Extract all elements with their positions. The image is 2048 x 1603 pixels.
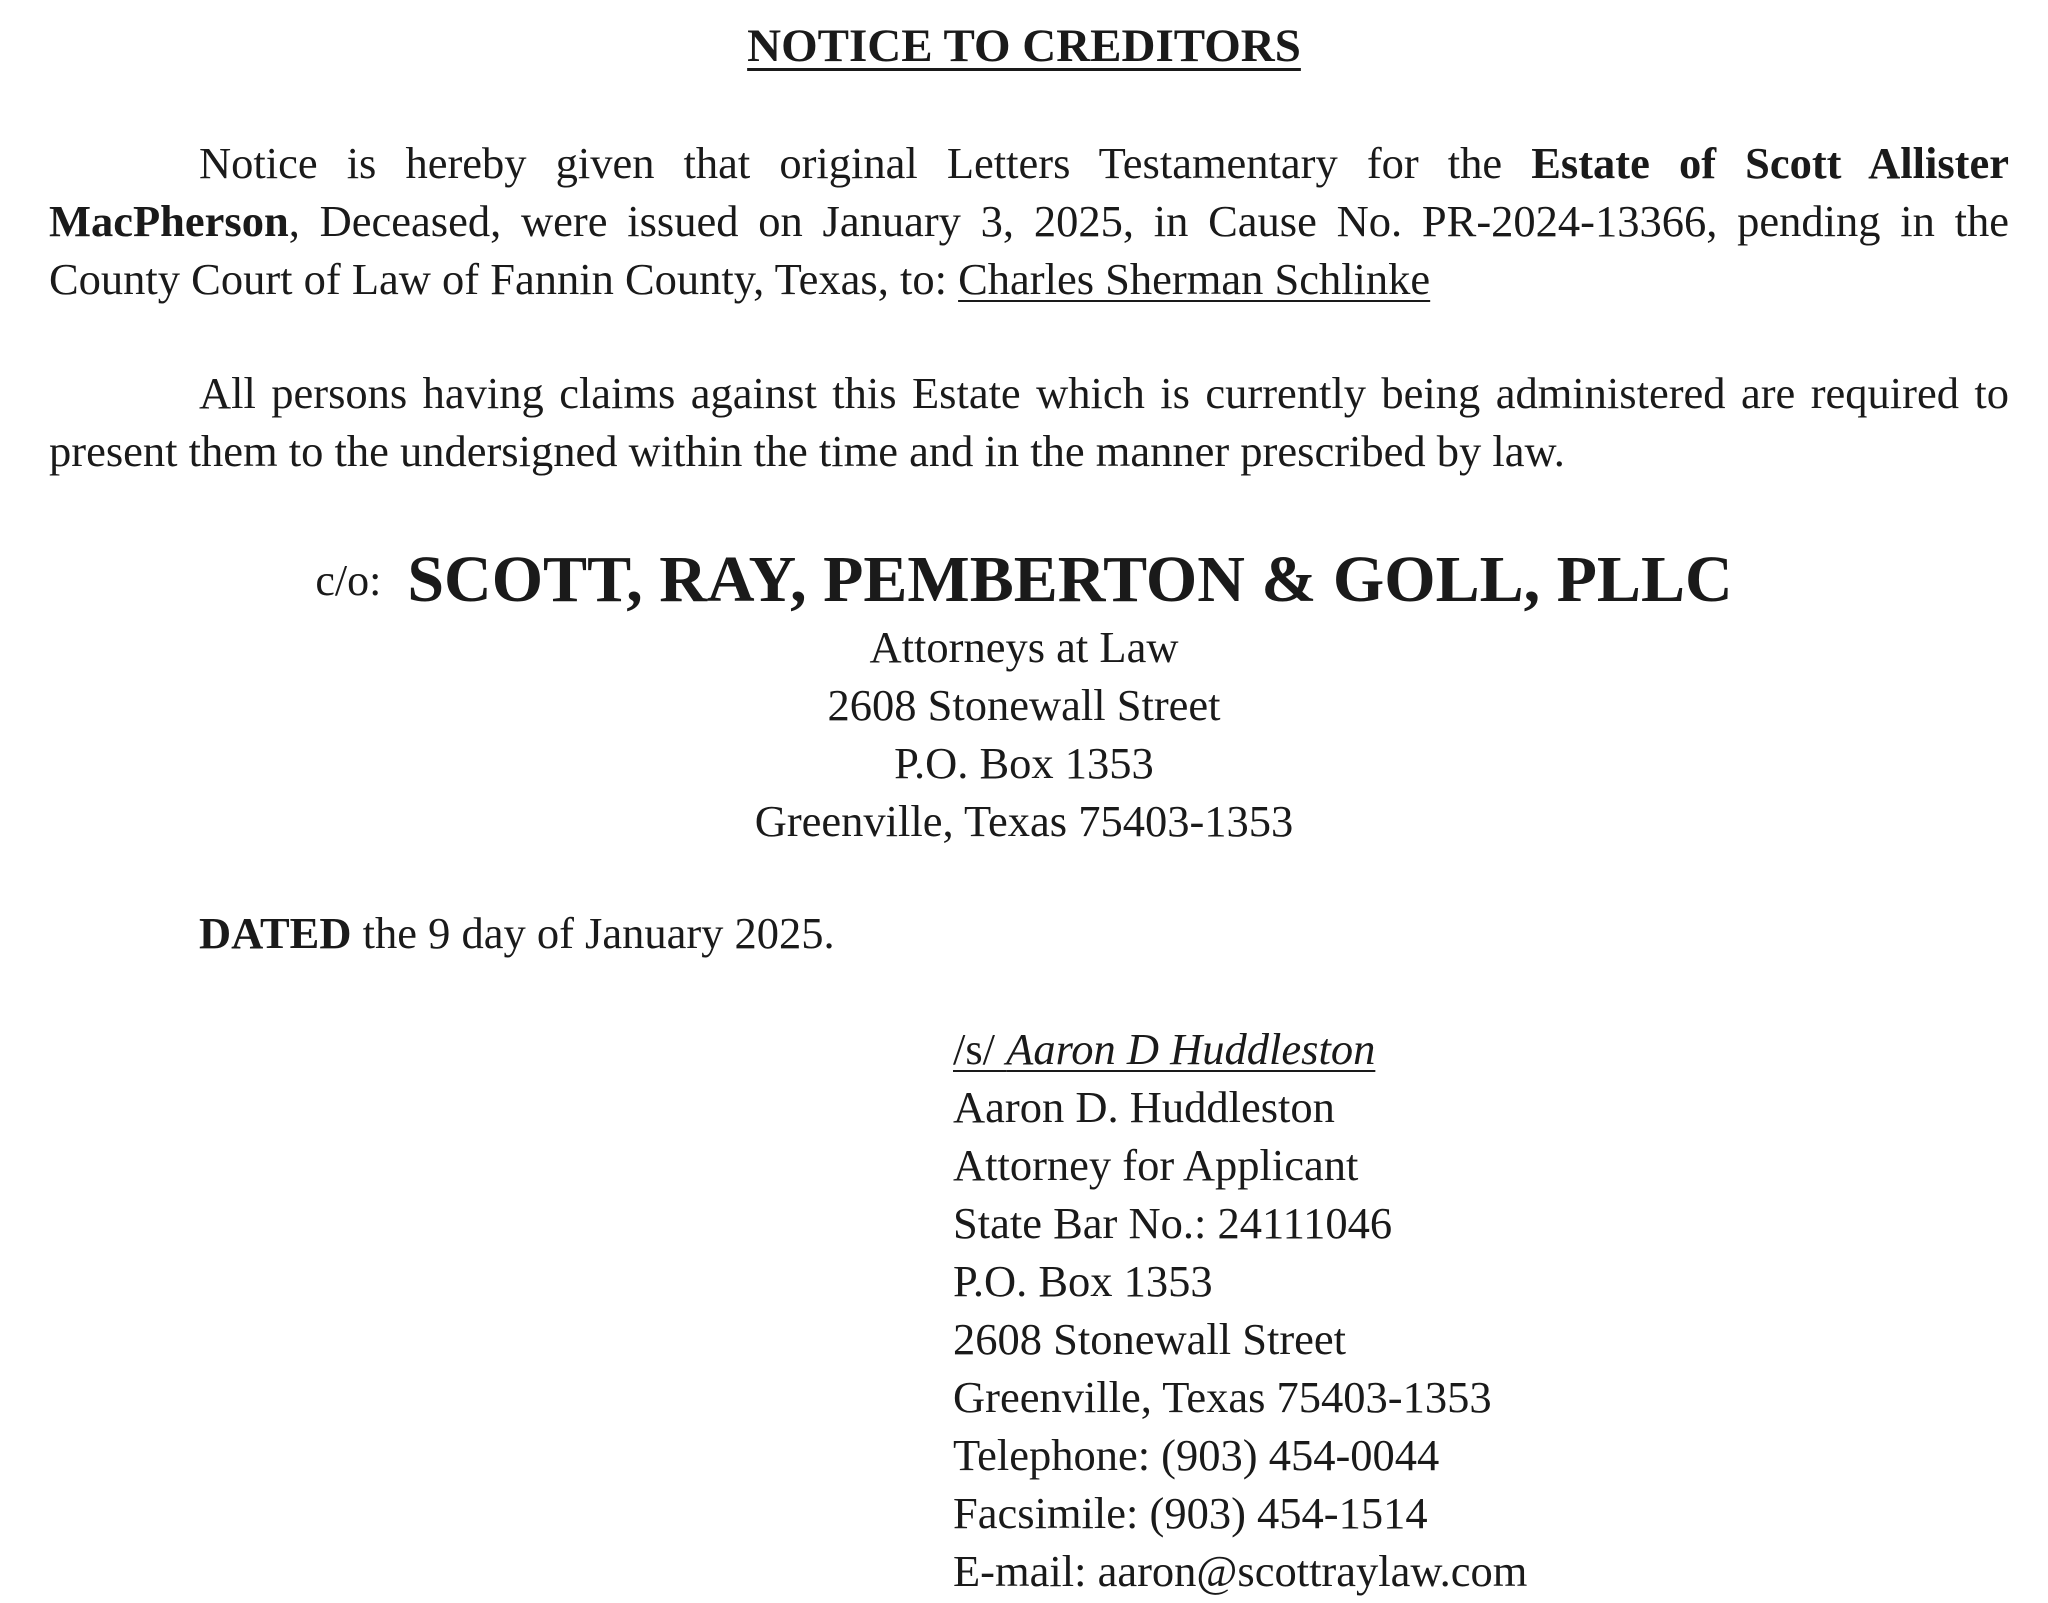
signature-detail-line: Aaron D. Huddleston <box>953 1082 1335 1132</box>
dated-line <box>199 904 835 962</box>
title-text: NOTICE TO CREDITORS <box>747 20 1301 72</box>
signature-detail-line: 2608 Stonewall Street <box>953 1314 1347 1364</box>
signature-prefix: /s/ <box>953 1024 1007 1074</box>
signature-detail-line: E-mail: aaron@scottraylaw.com <box>953 1546 1528 1596</box>
signature-detail-line: State Bar No.: 24111046 <box>953 1198 1393 1248</box>
document-title <box>0 18 2048 74</box>
electronic-signature <box>953 1020 1527 1078</box>
dated-text: the 9 day of January 2025. <box>351 908 835 958</box>
paragraph1-text-a: Notice is hereby given that original Letters Testamentary for the <box>199 138 1532 188</box>
firm-address-line: Attorneys at Law <box>869 622 1179 672</box>
signature-detail-line: Attorney for Applicant <box>953 1140 1359 1190</box>
firm-address <box>0 618 2048 850</box>
signature-detail-line: Facsimile: (903) 454-1514 <box>953 1488 1428 1538</box>
letters-testamentary-paragraph <box>49 134 2009 308</box>
executor-name: Charles Sherman Schlinke <box>958 254 1431 304</box>
care-of-label: c/o: <box>315 556 382 605</box>
firm-address-line: P.O. Box 1353 <box>894 738 1154 788</box>
signature-line <box>953 1024 1375 1074</box>
claims-paragraph: All persons having claims against this Estate which is currently being administered are required to present them to the undersigned within the time and in the manner prescribed by law. <box>49 368 2009 476</box>
signature-detail-line: Greenville, Texas 75403-1353 <box>953 1372 1492 1422</box>
signed-name: Aaron D Huddleston <box>1006 1024 1376 1074</box>
signature-detail-line: Telephone: (903) 454-0044 <box>953 1430 1440 1480</box>
paragraph1-text-b: , Deceased, were issued on January 3, 2025, in Cause No. PR-2024-13366, pending in the County Court of Law of Fannin County, Texas, to: <box>49 196 2009 304</box>
dated-label: DATED <box>199 908 352 958</box>
firm-heading <box>0 540 2048 620</box>
firm-address-line: Greenville, Texas 75403-1353 <box>754 796 1294 846</box>
firm-name: SCOTT, RAY, PEMBERTON & GOLL, PLLC <box>407 543 1733 616</box>
firm-address-line: 2608 Stonewall Street <box>827 680 1221 730</box>
estate-name: Estate of Scott Allister MacPherson <box>49 138 2009 246</box>
signature-detail-line: P.O. Box 1353 <box>953 1256 1213 1306</box>
signature-block <box>953 1020 1527 1600</box>
